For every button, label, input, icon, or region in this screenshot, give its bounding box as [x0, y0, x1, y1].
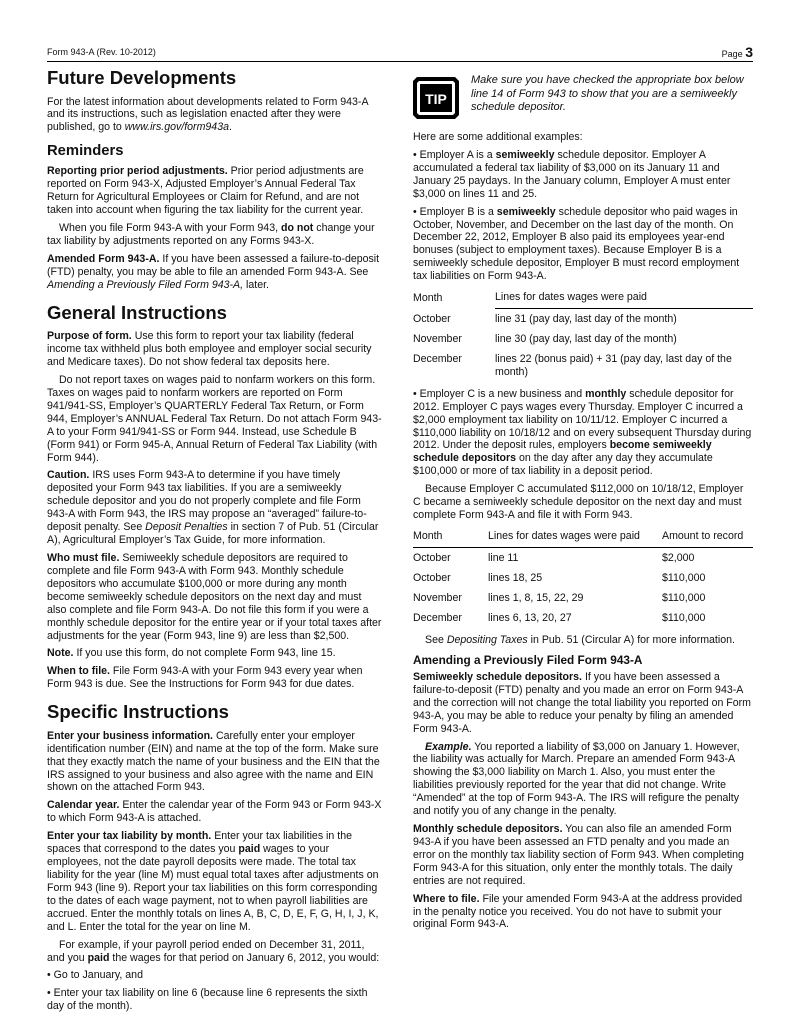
employer-c-because: Because Employer C accumulated $112,000 on 10/18/12, Employer C became a semiweekly schedule depositor on the next day and must complete Form 943-A and file it with Form 943. — [413, 483, 744, 522]
monthly-depositors-text: Monthly schedule depositors. You can also file an amended Form 943-A if you have been assessed an FTD penalty and you made an error on the monthly tax liability section of Form 943. When completing Form 943-A for this situation, only enter the monthly totals. The daily entries are not required. — [413, 823, 744, 887]
purpose-of-form: Purpose of form. Use this form to report your tax liability (federal income tax withheld plus both employee and employer social security and Medicare taxes). Do not show federal tax deposits here. — [47, 330, 372, 369]
table-header: Lines for dates wages were paid — [488, 527, 662, 547]
employer-b-example: • Employer B is a semiweekly schedule depositor who paid wages in October, November, and December on the last day of the month. On December 22, 2012, Employer B also paid its employees year-end bonuses (subject to employment taxes). Because Employer B is a semiweekly schedule depositor, Employer B must record employment tax liabilities on Form 943-A. — [413, 205, 740, 283]
employer-c-example: • Employer C is a new business and monthly schedule depositor for 2012. Employer C pays wages every Thursday. Employer C incurred a $2,000 employment tax liability on 10/11/12. Employer C incurred a $110,000 liability on 10/18/12 and on every subsequent Thursday during 2012. Under the deposit rules, employers become semiweekly schedule depositors on the day after any day they accumulate $100,000 or more of tax liability in a deposit period. — [413, 387, 752, 478]
nonfarm-workers-text: Do not report taxes on wages paid to nonfarm workers on this form. Taxes on wages paid to nonfarm workers are reported on Form 941/941-SS, Employer’s QUARTERLY Federal Tax Return, or Form 944, Employer’s ANNUAL Federal Tax Return. Do not attach Form 943-A to your Form 941/941-SS or Form 944. Instead, use Schedule B (Form 941) or Form 945-A, Annual Return of Federal Tax Liability (with Form 944). — [47, 374, 382, 464]
table-row: November line 30 (pay day, last day of the month) — [413, 332, 677, 345]
who-must-file: Who must file. Semiweekly schedule depositors are required to complete and file Form 943-A with Form 943. Monthly schedule depositors who accumulate $100,000 or more during any month become semiweekly schedule depositors on the next day and must also complete and file Form 943-A. Do not file this form if you were a monthly schedule depositor for the entire year or if your total taxes after adjustments for the year (Form 943, line 9) are less than $2,500. — [47, 551, 382, 642]
semiweekly-depositors-text: Semiweekly schedule depositors. If you have been assessed a failure-to-deposit (FTD) penalty and you made an error on Form 943-A and the correction will not change the total liability you reported on Form 943-A, you may be able to reduce your penalty by filing an amended Form 943-A. — [413, 670, 752, 735]
future-developments-heading: Future Developments — [47, 67, 237, 88]
table-row: December lines 6, 13, 20, 27 $110,000 — [413, 611, 706, 624]
table-header: Lines for dates wages were paid — [495, 288, 753, 308]
bullet-line-six: • Enter your tax liability on line 6 (because line 6 represents the sixth day of the month). — [47, 987, 368, 1013]
business-information: Enter your business information. Carefully enter your employer identification number (EIN) and name at the top of the form. Make sure that they exactly match the name of your business and the EIN that the IRS assigned to your business and also agree with the name and EIN shown on the attached Form 943. — [47, 729, 380, 794]
future-developments-text: For the latest information about developments related to Form 943-A and its instructions, such as legislation enacted after they were published, go to www.irs.gov/form943a. — [47, 95, 368, 134]
tip-icon — [413, 77, 459, 119]
payroll-example: For example, if your payroll period ended on December 31, 2011, and you paid the wages for that period on January 6, 2012, you would: — [47, 938, 380, 964]
right-column — [413, 74, 753, 936]
caution-text: Caution. IRS uses Form 943-A to determine if you have timely deposited your Form 943 tax liabilities. If you are a semiweekly schedule depositor and you do not properly complete and file Form 943-A with Form 943, the IRS may propose an “averaged” failure-to-deposit penalty. See Deposit Penalties in section 7 of Pub. 51 (Circular A), Agricultural Employer’s Tax Guide, for more information. — [47, 469, 379, 547]
tip-label: TIP — [425, 91, 447, 107]
reminder-do-not-change: When you file Form 943-A with your Form 943, do not change your tax liability by adjustments reported on any Forms 943-X. — [47, 222, 375, 247]
reminders-heading: Reminders — [47, 143, 124, 160]
header-rule — [47, 61, 753, 62]
table-header: Month — [413, 527, 488, 547]
table-header: Amount to record — [662, 527, 753, 547]
tip-box — [413, 74, 753, 119]
examples-intro: Here are some additional examples: — [413, 131, 583, 143]
table-row: October line 31 (pay day, last day of the month) — [413, 312, 677, 326]
reminder-prior-period: Reporting prior period adjustments. Prior period adjustments are reported on Form 943-X, Adjusted Employer’s Annual Federal Tax Return for Agricultural Employees or Claim for Refund, and are not taken into account when figuring the tax liability for the current year. — [47, 165, 364, 217]
table-row: November lines 1, 8, 15, 22, 29 $110,000 — [413, 591, 706, 604]
employer-b-table — [413, 288, 753, 382]
note-text: Note. If you use this form, do not complete Form 943, line 15. — [47, 647, 336, 660]
reminder-amended-form: Amended Form 943-A. If you have been assessed a failure-to-deposit (FTD) penalty, you may be able to file an amended Form 943-A. See Amending a Previously Filed Form 943-A, later. — [47, 252, 380, 291]
tip-text: Make sure you have checked the appropriate box below line 14 of Form 943 to show that you are a semiweekly schedule depositor. — [471, 74, 744, 114]
table-row: October lines 18, 25 $110,000 — [413, 571, 706, 584]
amending-heading: Amending a Previously Filed Form 943-A — [413, 652, 643, 667]
page-number — [722, 44, 753, 61]
table-row: October line 11 $2,000 — [413, 551, 695, 564]
bullet-january: • Go to January, and — [47, 969, 143, 982]
employer-c-table — [413, 527, 753, 628]
table-row: December lines 22 (bonus paid) + 31 (pay day, last day of the month) — [413, 352, 732, 378]
irs-link[interactable]: www.irs.gov/form943a — [124, 121, 229, 134]
left-column — [47, 67, 382, 1018]
specific-instructions-heading: Specific Instructions — [47, 701, 229, 723]
tax-liability-by-month: Enter your tax liability by month. Enter your tax liabilities in the spaces that correspond to the dates you paid wages to your employees, not the date payroll deposits were made. The total tax liability for the year (line M) must equal total taxes after adjustments on Form 943 (line 9). Report your tax liabilities on this form corresponding to the dates of each wage payment, not to when payroll liabilities are accrued. Enter the monthly totals on lines A, B, C, D, E, F, G, H, I, J, K, and L. Enter the total for the year on line M. — [47, 830, 379, 933]
page-number-value: 3 — [745, 44, 753, 60]
when-to-file: When to file. File Form 943-A with your Form 943 every year when Form 943 is due. See the Instructions for Form 943 for due dates. — [47, 665, 363, 691]
employer-a-example: • Employer A is a semiweekly schedule depositor. Employer A accumulated a federal tax liability of $3,000 on its January 11 and January 25 paydays. In the January column, Employer A must enter $3,000 on lines 11 and 25. — [413, 148, 731, 200]
form-identifier: Form 943-A (Rev. 10-2012) — [47, 47, 156, 57]
see-depositing-taxes: See Depositing Taxes in Pub. 51 (Circular A) for more information. — [425, 633, 735, 646]
amending-example: Example. You reported a liability of $3,000 on January 1. However, the liability was actually for March. Prepare an amended Form 943-A showing the $3,000 liability on March 1. Also, you must enter the liabilities previously reported for the year that did not change. Write “Amended” at the top of Form 943-A. The IRS will refigure the penalty and notify you of any change in the penalty. — [413, 740, 740, 818]
calendar-year: Calendar year. Enter the calendar year of the Form 943 or Form 943-X to which Form 943-A is attached. — [47, 799, 382, 825]
where-to-file: Where to file. File your amended Form 943-A at the address provided in the penalty notice you received. You do not have to submit your original Form 943-A. — [413, 892, 743, 931]
page-label: Page — [721, 49, 743, 59]
general-instructions-heading: General Instructions — [47, 301, 227, 323]
table-header: Month — [413, 291, 443, 304]
